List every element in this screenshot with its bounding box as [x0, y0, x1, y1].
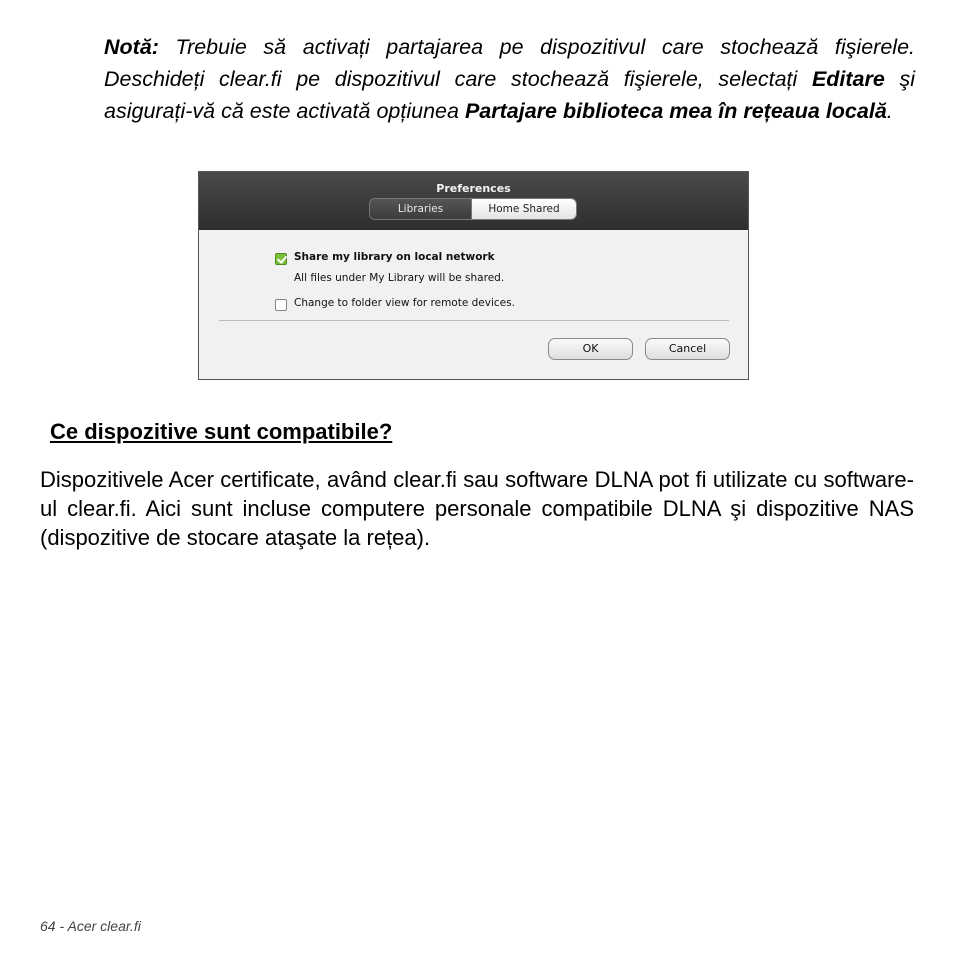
preferences-dialog — [198, 171, 749, 380]
share-library-description: All files under My Library will be shared. — [294, 272, 505, 284]
dialog-title: Preferences — [436, 182, 511, 195]
note-text-2: şi asigurați-vă că este activată opțiunea — [104, 67, 916, 123]
page-footer: 64 - Acer clear.fi — [40, 918, 141, 934]
share-library-checkbox[interactable] — [275, 253, 287, 265]
tab-bar — [369, 198, 577, 220]
section-body: Dispozitivele Acer certificate, având clear.fi sau software DLNA pot fi utilizate cu software-ul clear.fi. Aici sunt incluse computere personale compatibile DLNA şi dispozitive NAS (dispozitive de stocare ataşate la rețea). — [40, 467, 914, 550]
note-end: . — [886, 99, 893, 123]
note-bold-option: Partajare biblioteca mea în rețeaua locală — [464, 99, 887, 123]
dialog-header — [199, 172, 748, 230]
cancel-button[interactable]: Cancel — [645, 338, 730, 360]
share-library-label: Share my library on local network — [294, 251, 495, 263]
tab-home-shared[interactable]: Home Shared — [472, 199, 576, 219]
folder-view-checkbox[interactable] — [275, 299, 287, 311]
dialog-separator — [219, 320, 729, 321]
note-text-1: Trebuie să activați partajarea pe dispozitivul care stochează fişierele. Deschideți clear.fi pe dispozitivul care stochează fişierele, selectați — [104, 35, 915, 91]
note-bold-editare: Editare — [811, 67, 885, 91]
tab-libraries[interactable]: Libraries — [370, 199, 472, 219]
section-heading: Ce dispozitive sunt compatibile? — [50, 419, 393, 444]
note-label: Notă: — [104, 35, 159, 59]
note-paragraph — [104, 31, 915, 127]
ok-button[interactable]: OK — [548, 338, 633, 360]
folder-view-label: Change to folder view for remote devices. — [294, 297, 515, 309]
checkmark-icon — [277, 253, 287, 264]
